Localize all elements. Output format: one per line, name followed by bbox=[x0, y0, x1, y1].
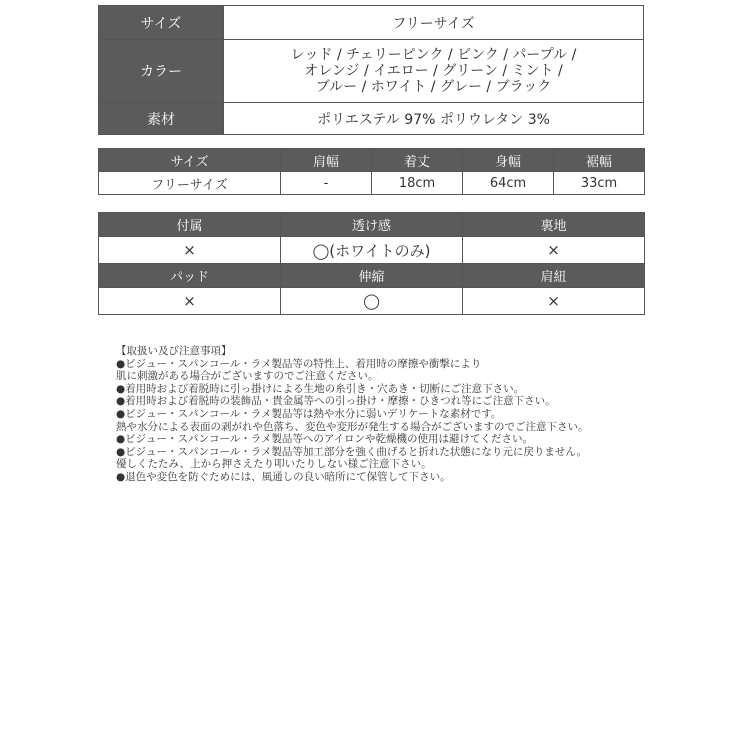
lining-header: 裏地 bbox=[463, 213, 645, 237]
note-line: ●ビジュー・スパンコール・ラメ製品等の特性上、着用時の摩擦や衝撃により bbox=[116, 357, 482, 370]
material-value: ポリエステル 97% ポリウレタン 3% bbox=[224, 103, 644, 135]
accessory-value: × bbox=[99, 237, 281, 264]
care-notes bbox=[116, 345, 616, 484]
note-line: ●着用時および着脱時の装飾品・貴金属等への引っ掛け・摩擦・ひきつれ等にご注意下さい。 bbox=[116, 395, 556, 408]
color-line: レッド / チェリーピンク / ピンク / パープル / bbox=[290, 47, 577, 63]
color-line: オレンジ / イエロー / グリーン / ミント / bbox=[304, 63, 563, 79]
sheerness-value: ◯(ホワイトのみ) bbox=[281, 237, 463, 264]
color-label: カラー bbox=[99, 40, 224, 103]
lining-value: × bbox=[463, 237, 645, 264]
note-line: ●ビジュー・スパンコール・ラメ製品等へのアイロンや乾燥機の使用は避けてください。 bbox=[116, 433, 533, 446]
strap-value: × bbox=[463, 288, 645, 315]
note-line: ●着用時および着脱時に引っ掛けによる生地の糸引き・穴あき・切断にご注意下さい。 bbox=[116, 382, 525, 395]
note-line: ●ビジュー・スパンコール・ラメ製品等は熱や水分に弱いデリケートな素材です。 bbox=[116, 407, 502, 420]
body-width-cell: 64cm bbox=[463, 172, 554, 195]
notes-title: 【取扱い及び注意事項】 bbox=[116, 345, 232, 357]
features-table bbox=[98, 212, 645, 315]
body-width-header: 身幅 bbox=[463, 149, 554, 172]
color-values bbox=[224, 40, 644, 103]
pad-value: × bbox=[99, 288, 281, 315]
hem-width-header: 裾幅 bbox=[554, 149, 645, 172]
hem-width-cell: 33cm bbox=[554, 172, 645, 195]
size-value: フリーサイズ bbox=[224, 6, 644, 40]
note-line: 熱や水分による表面の剥がれや色落ち、変色や変形が発生する場合がございますのでご注意下さい。 bbox=[116, 420, 589, 433]
size-header: サイズ bbox=[99, 149, 281, 172]
note-line: ●退色や変色を防ぐためには、風通しの良い暗所にて保管して下さい。 bbox=[116, 470, 451, 483]
size-label: サイズ bbox=[99, 6, 224, 40]
color-line: ブルー / ホワイト / グレー / ブラック bbox=[315, 79, 552, 95]
strap-header: 肩紐 bbox=[463, 264, 645, 288]
pad-header: パッド bbox=[99, 264, 281, 288]
spec-table bbox=[98, 5, 644, 135]
length-cell: 18cm bbox=[372, 172, 463, 195]
shoulder-width-header: 肩幅 bbox=[281, 149, 372, 172]
note-line: 肌に刺激がある場合がございますのでご注意ください。 bbox=[116, 370, 379, 383]
note-line: 優しくたたみ、上から押さえたり叩いたりしない様ご注意下さい。 bbox=[116, 458, 432, 471]
length-header: 着丈 bbox=[372, 149, 463, 172]
size-cell: フリーサイズ bbox=[99, 172, 281, 195]
stretch-value: ◯ bbox=[281, 288, 463, 315]
accessory-header: 付属 bbox=[99, 213, 281, 237]
sheerness-header: 透け感 bbox=[281, 213, 463, 237]
note-line: ●ビジュー・スパンコール・ラメ製品等加工部分を強く曲げると折れた状態になり元に戻りません。 bbox=[116, 445, 588, 458]
stretch-header: 伸縮 bbox=[281, 264, 463, 288]
material-label: 素材 bbox=[99, 103, 224, 135]
shoulder-width-cell: - bbox=[281, 172, 372, 195]
size-table bbox=[98, 148, 645, 195]
